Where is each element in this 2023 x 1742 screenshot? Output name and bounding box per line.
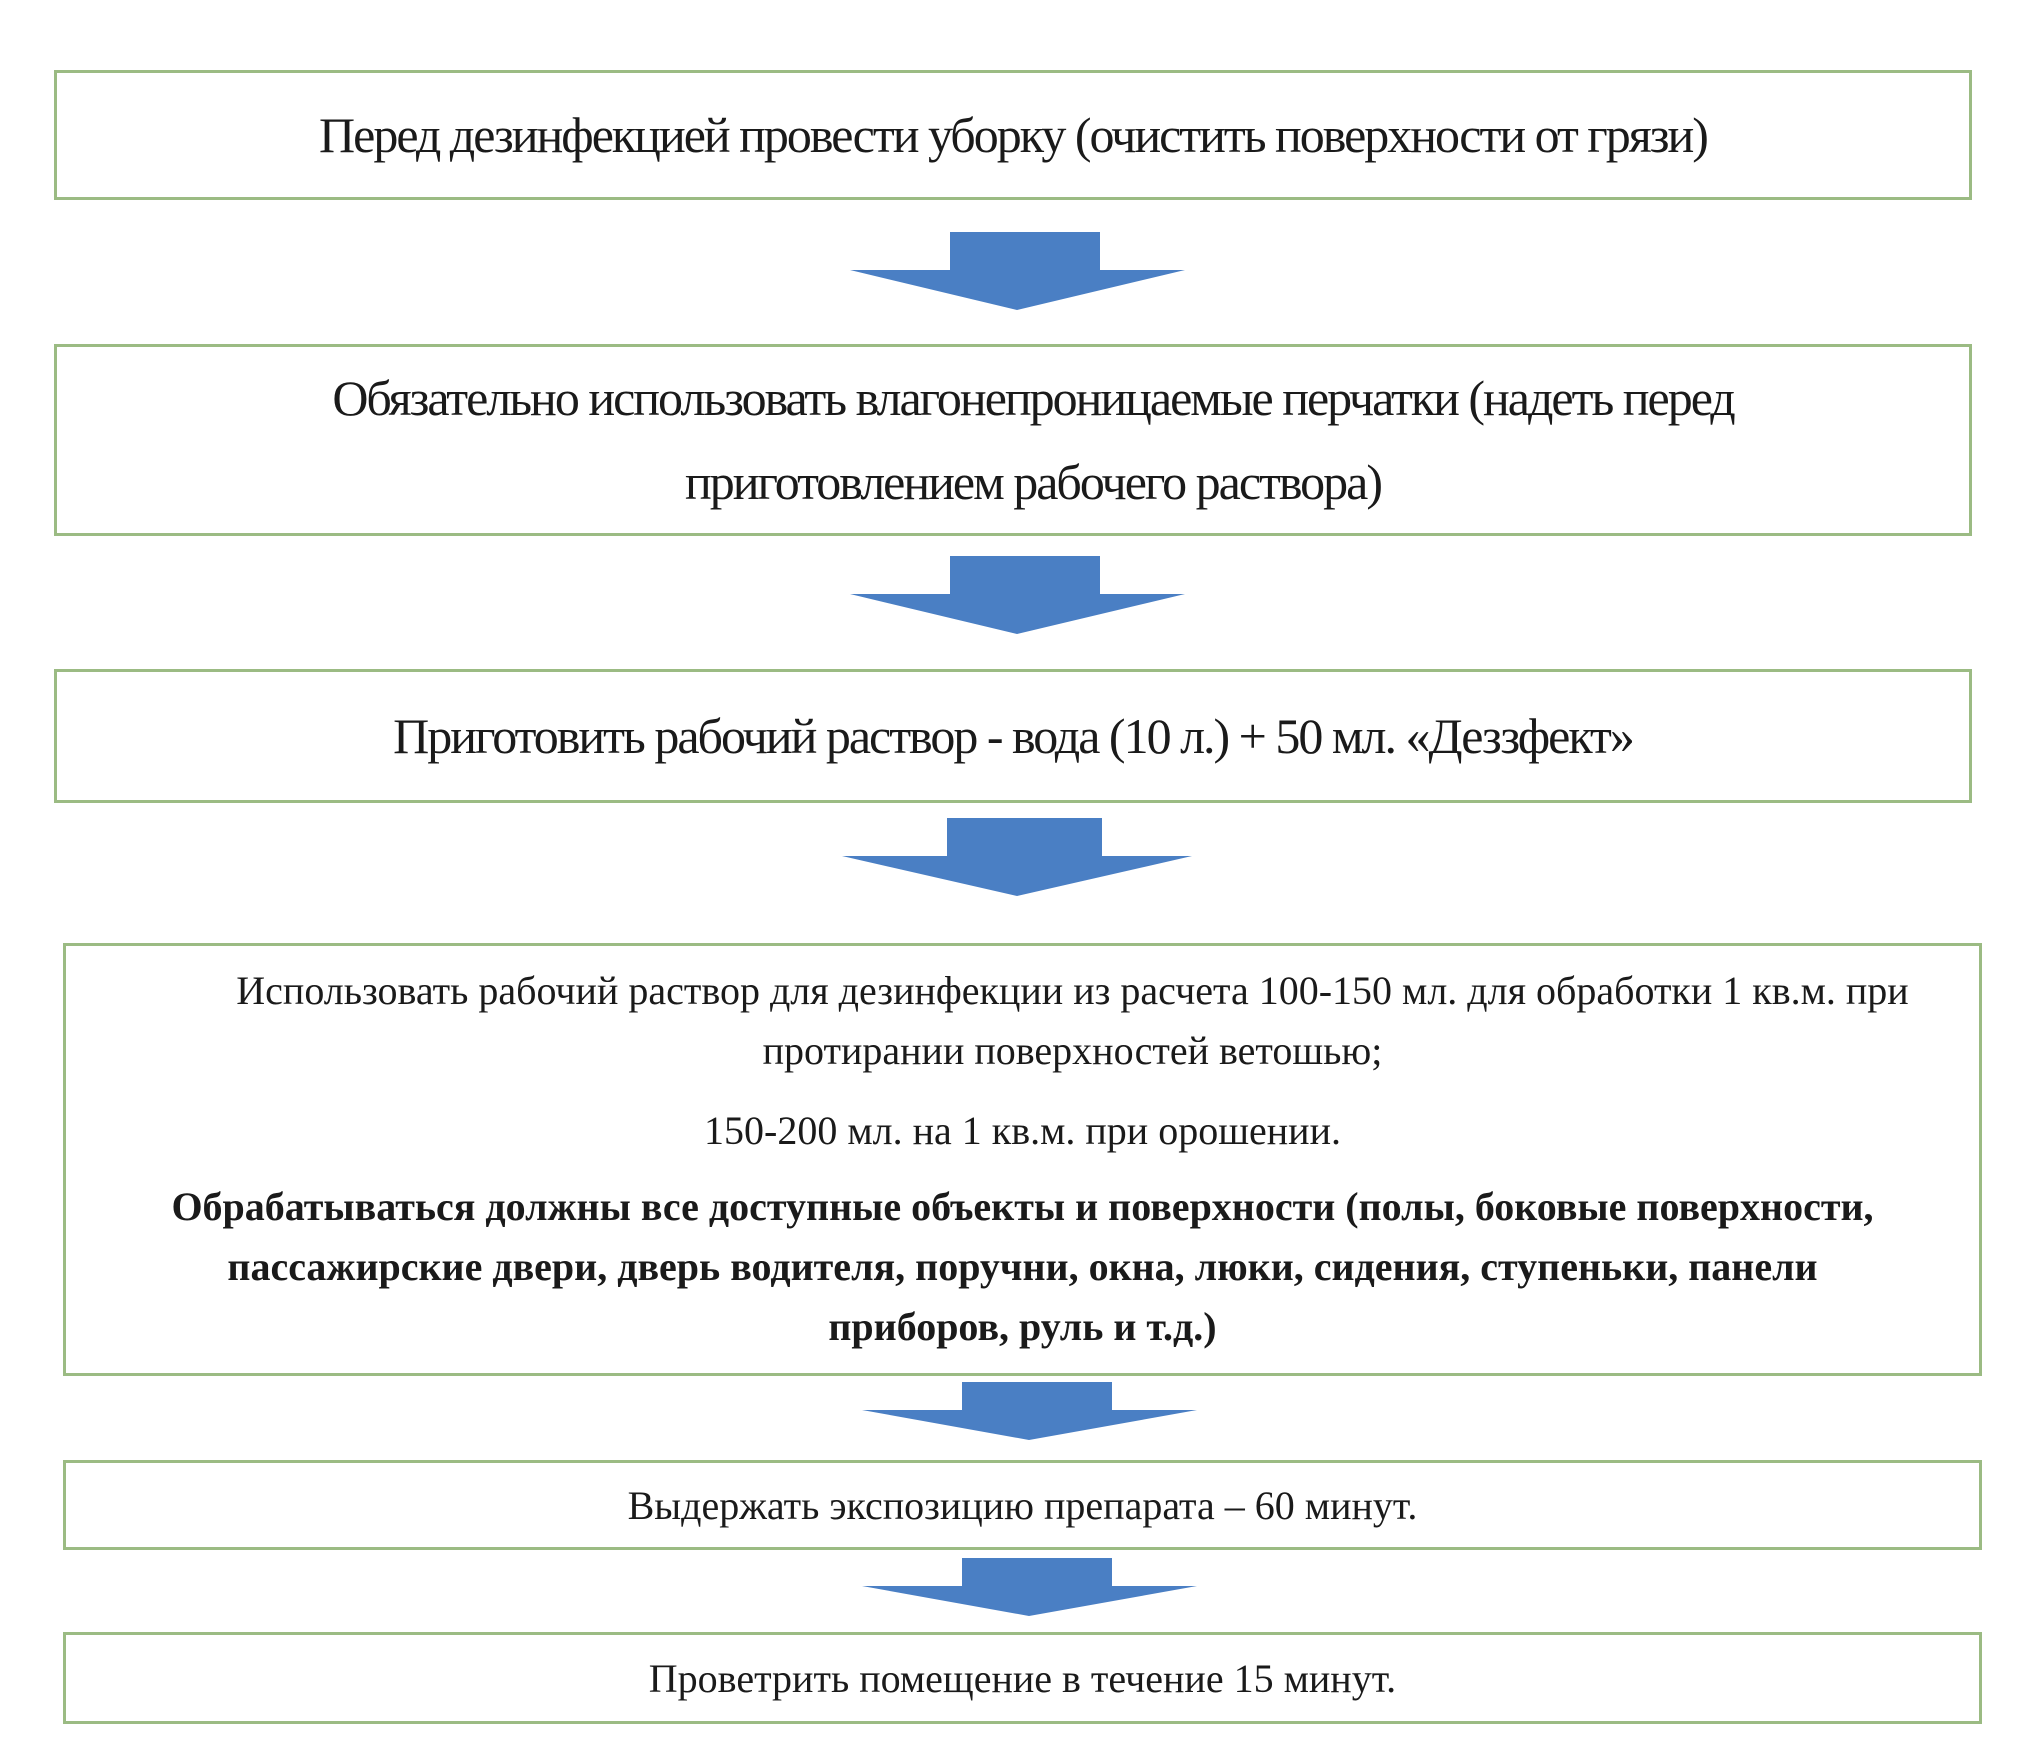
down-arrow-icon xyxy=(842,818,1192,898)
step-4-line-3: Обрабатываться должны все доступные объекты и поверхности (полы, боковые поверхности, пассажирские двери, дверь водителя, поручни, окна, люки, сидения, ступеньки, панели приборов, руль и т.д.) xyxy=(171,1184,1874,1349)
down-arrow-icon xyxy=(862,1558,1197,1618)
down-arrow-icon xyxy=(862,1382,1197,1442)
step-3-text: Приготовить рабочий раствор - вода (10 л.) + 50 мл. «Деззфект» xyxy=(393,708,1633,764)
step-6-box xyxy=(63,1632,1982,1724)
step-1-text: Перед дезинфекцией провести уборку (очистить поверхности от грязи) xyxy=(319,107,1707,163)
step-6-text: Проветрить помещение в течение 15 минут. xyxy=(648,1655,1397,1701)
step-2-box xyxy=(54,344,1972,536)
step-5-box xyxy=(63,1460,1982,1550)
step-4-line-1: Использовать рабочий раствор для дезинфекции из расчета 100-150 мл. для обработки 1 кв.м. при протирании поверхностей ветошью; xyxy=(236,968,1909,1073)
step-2-text: Обязательно использовать влагонепроницаемые перчатки (надеть перед приготовлением рабочего раствора) xyxy=(332,370,1734,510)
down-arrow-icon xyxy=(850,556,1185,636)
step-5-text: Выдержать экспозицию препарата – 60 минут. xyxy=(627,1482,1418,1528)
step-4-line-2: 150-200 мл. на 1 кв.м. при орошении. xyxy=(704,1108,1341,1153)
step-4-box xyxy=(63,943,1982,1376)
step-3-box xyxy=(54,669,1972,803)
step-1-box xyxy=(54,70,1972,200)
down-arrow-icon xyxy=(850,232,1185,312)
